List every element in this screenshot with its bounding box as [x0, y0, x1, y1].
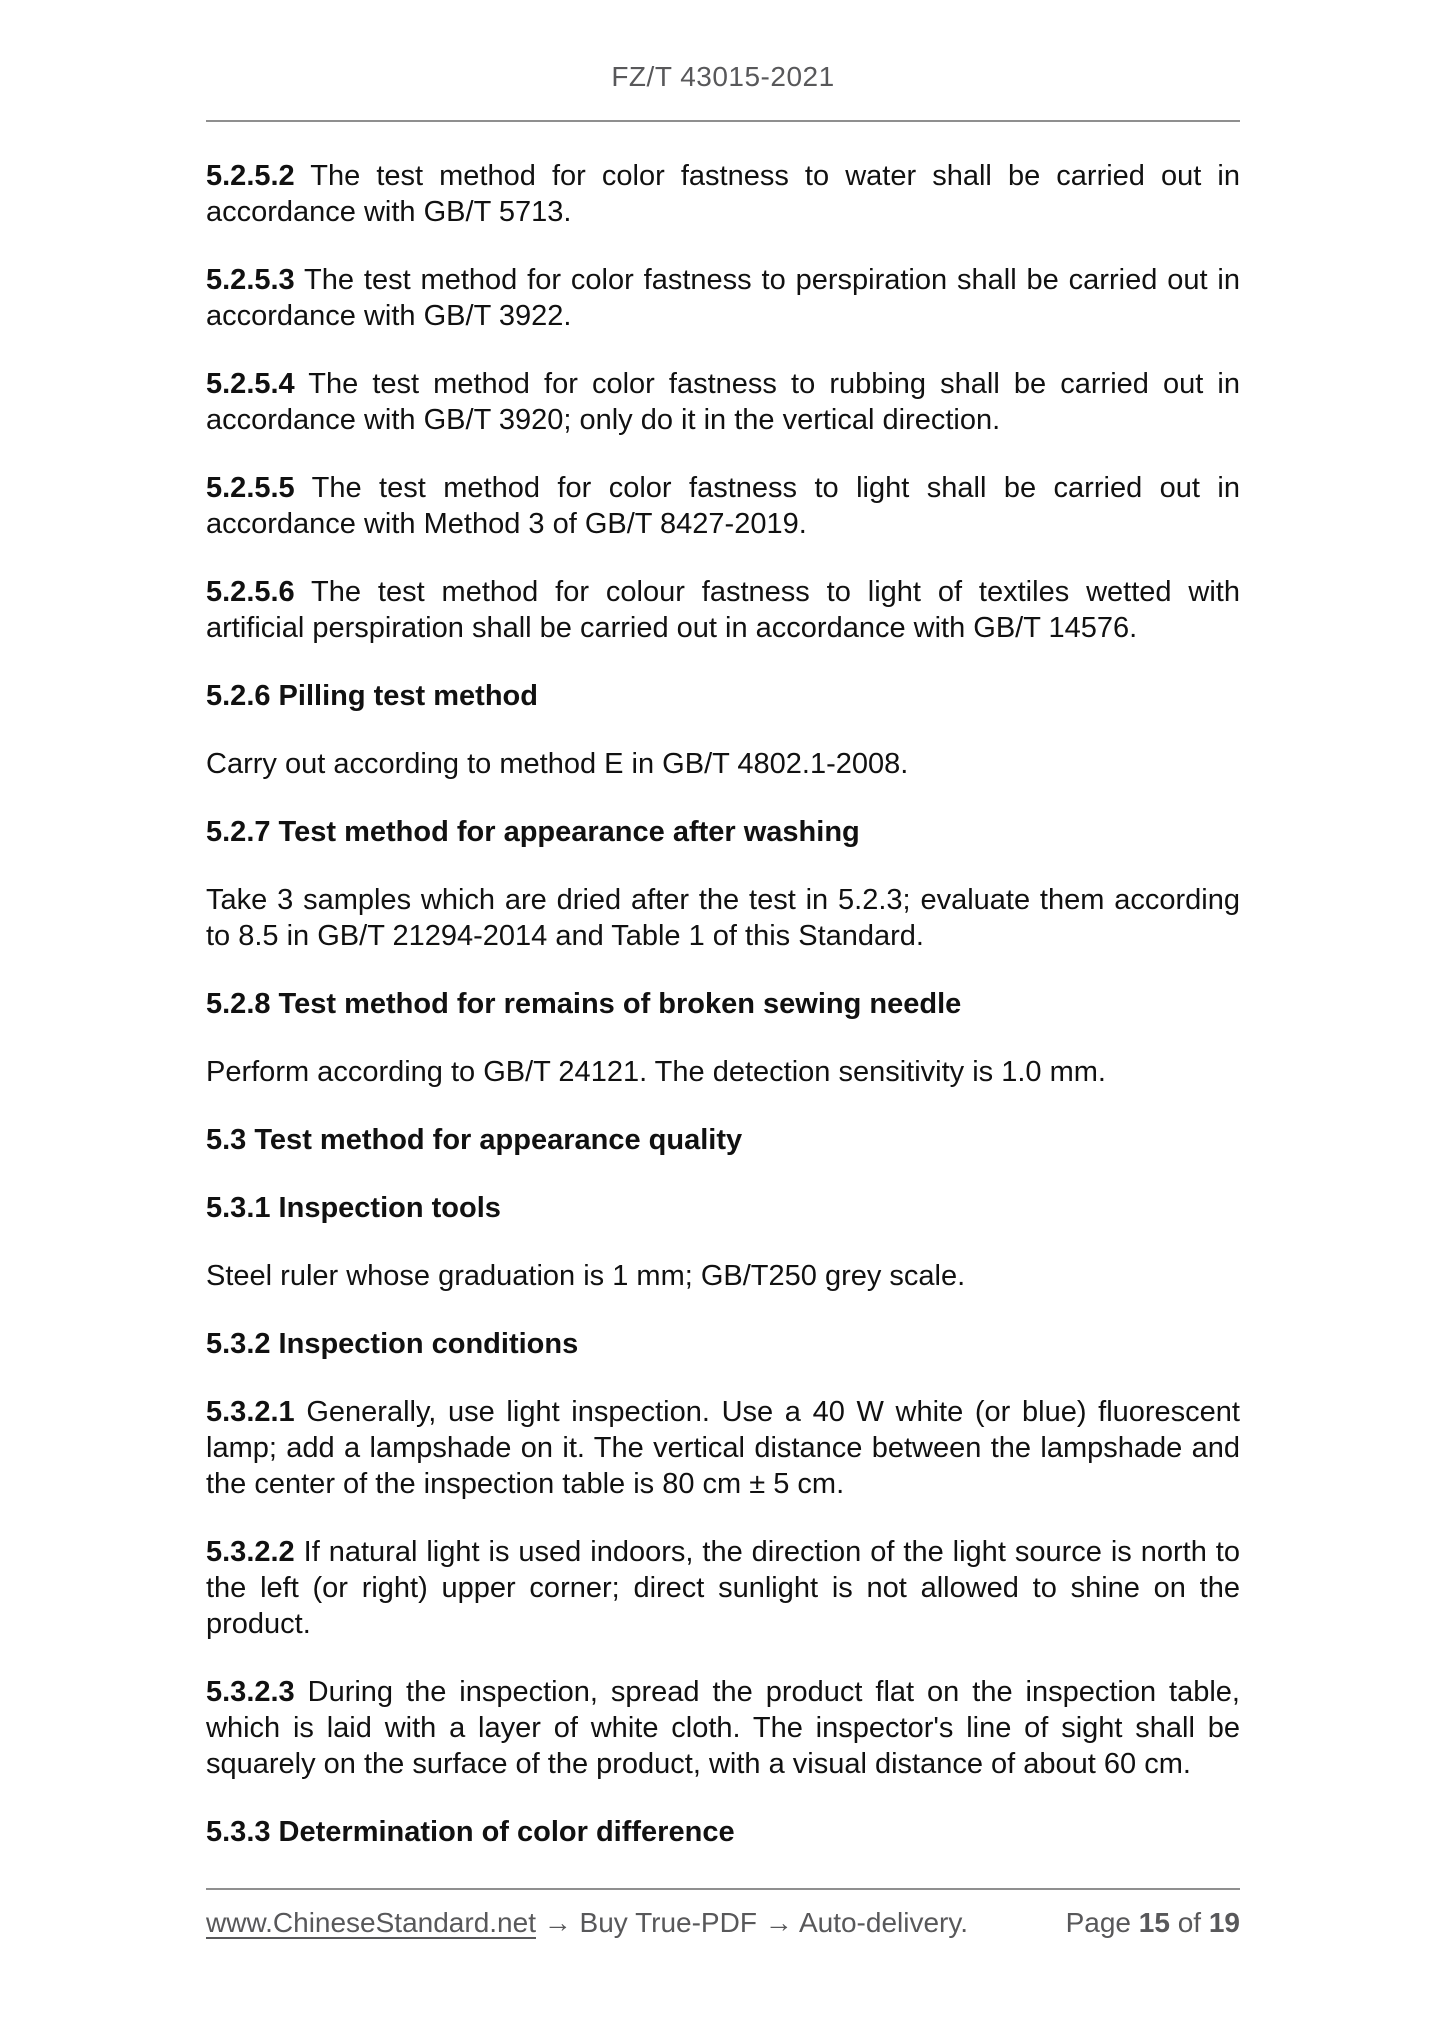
clause-number: 5.3.2.2	[206, 1536, 295, 1568]
section-heading: 5.2.7 Test method for appearance after washing	[206, 816, 860, 848]
footer-divider	[206, 1888, 1240, 1890]
clause-number: 5.2.5.6	[206, 576, 295, 608]
clause-number: 5.3.2.3	[206, 1676, 295, 1708]
header-divider	[206, 120, 1240, 122]
paragraph: 5.2.5.2 The test method for color fastness to water shall be carried out in accordance with GB/T 5713.	[206, 160, 1240, 228]
page-number-total: 19	[1208, 1907, 1240, 1938]
clause-number: 5.2.5.2	[206, 160, 295, 192]
arrow-icon: →	[543, 1907, 572, 1938]
clause-number: 5.2.5.3	[206, 264, 295, 296]
clause-number: 5.3.2.1	[206, 1396, 295, 1428]
document-body	[206, 158, 1240, 1882]
clause-number: 5.2.5.5	[206, 472, 295, 504]
page-label: Page	[1065, 1907, 1131, 1938]
footer-buy-text: Buy True-PDF	[579, 1907, 757, 1938]
footer-website-link[interactable]: www.ChineseStandard.net	[206, 1907, 536, 1938]
paragraph: Take 3 samples which are dried after the test in 5.2.3; evaluate them according to 8.5 in GB/T 21294-2014 and Table 1 of this Standard.	[206, 884, 1240, 952]
section-heading: 5.3 Test method for appearance quality	[206, 1124, 743, 1156]
section-heading: 5.3.3 Determination of color difference	[206, 1816, 735, 1848]
footer-delivery-text: Auto-delivery.	[798, 1907, 969, 1938]
paragraph: 5.3.2.2 If natural light is used indoors, the direction of the light source is north to the left (or right) upper corner; direct sunlight is not allowed to shine on the product.	[206, 1536, 1240, 1640]
paragraph: Carry out according to method E in GB/T 4802.1-2008.	[206, 748, 909, 780]
paragraph: 5.2.5.4 The test method for color fastness to rubbing shall be carried out in accordance with GB/T 3920; only do it in the vertical direction.	[206, 368, 1240, 436]
paragraph: 5.2.5.5 The test method for color fastness to light shall be carried out in accordance with Method 3 of GB/T 8427-2019.	[206, 472, 1240, 540]
paragraph: Steel ruler whose graduation is 1 mm; GB/T250 grey scale.	[206, 1260, 966, 1292]
paragraph: 5.2.5.6 The test method for colour fastness to light of textiles wetted with artificial perspiration shall be carried out in accordance with GB/T 14576.	[206, 576, 1240, 644]
clause-number: 5.2.5.4	[206, 368, 295, 400]
page-header-standard-number: FZ/T 43015-2021	[611, 61, 835, 92]
paragraph: 5.2.5.3 The test method for color fastness to perspiration shall be carried out in accordance with GB/T 3922.	[206, 264, 1240, 332]
paragraph: 5.3.2.1 Generally, use light inspection. Use a 40 W white (or blue) fluorescent lamp; add a lampshade on it. The vertical distance between the lampshade and the center of the inspection table is 80 cm ± 5 cm.	[206, 1396, 1240, 1500]
paragraph: Perform according to GB/T 24121. The detection sensitivity is 1.0 mm.	[206, 1056, 1106, 1088]
section-heading: 5.2.8 Test method for remains of broken sewing needle	[206, 988, 962, 1020]
page-of-label: of	[1177, 1907, 1202, 1938]
arrow-icon: →	[764, 1907, 793, 1938]
section-heading: 5.3.2 Inspection conditions	[206, 1328, 579, 1360]
footer-source-line	[206, 1906, 968, 1940]
section-heading: 5.2.6 Pilling test method	[206, 680, 538, 712]
page-indicator	[1066, 1906, 1240, 1940]
section-heading: 5.3.1 Inspection tools	[206, 1192, 501, 1224]
paragraph: 5.3.2.3 During the inspection, spread the product flat on the inspection table, which is laid with a layer of white cloth. The inspector's line of sight shall be squarely on the surface of the product, with a visual distance of about 60 cm.	[206, 1676, 1240, 1780]
page-number-current: 15	[1138, 1907, 1170, 1938]
page-footer	[206, 1906, 1240, 1940]
